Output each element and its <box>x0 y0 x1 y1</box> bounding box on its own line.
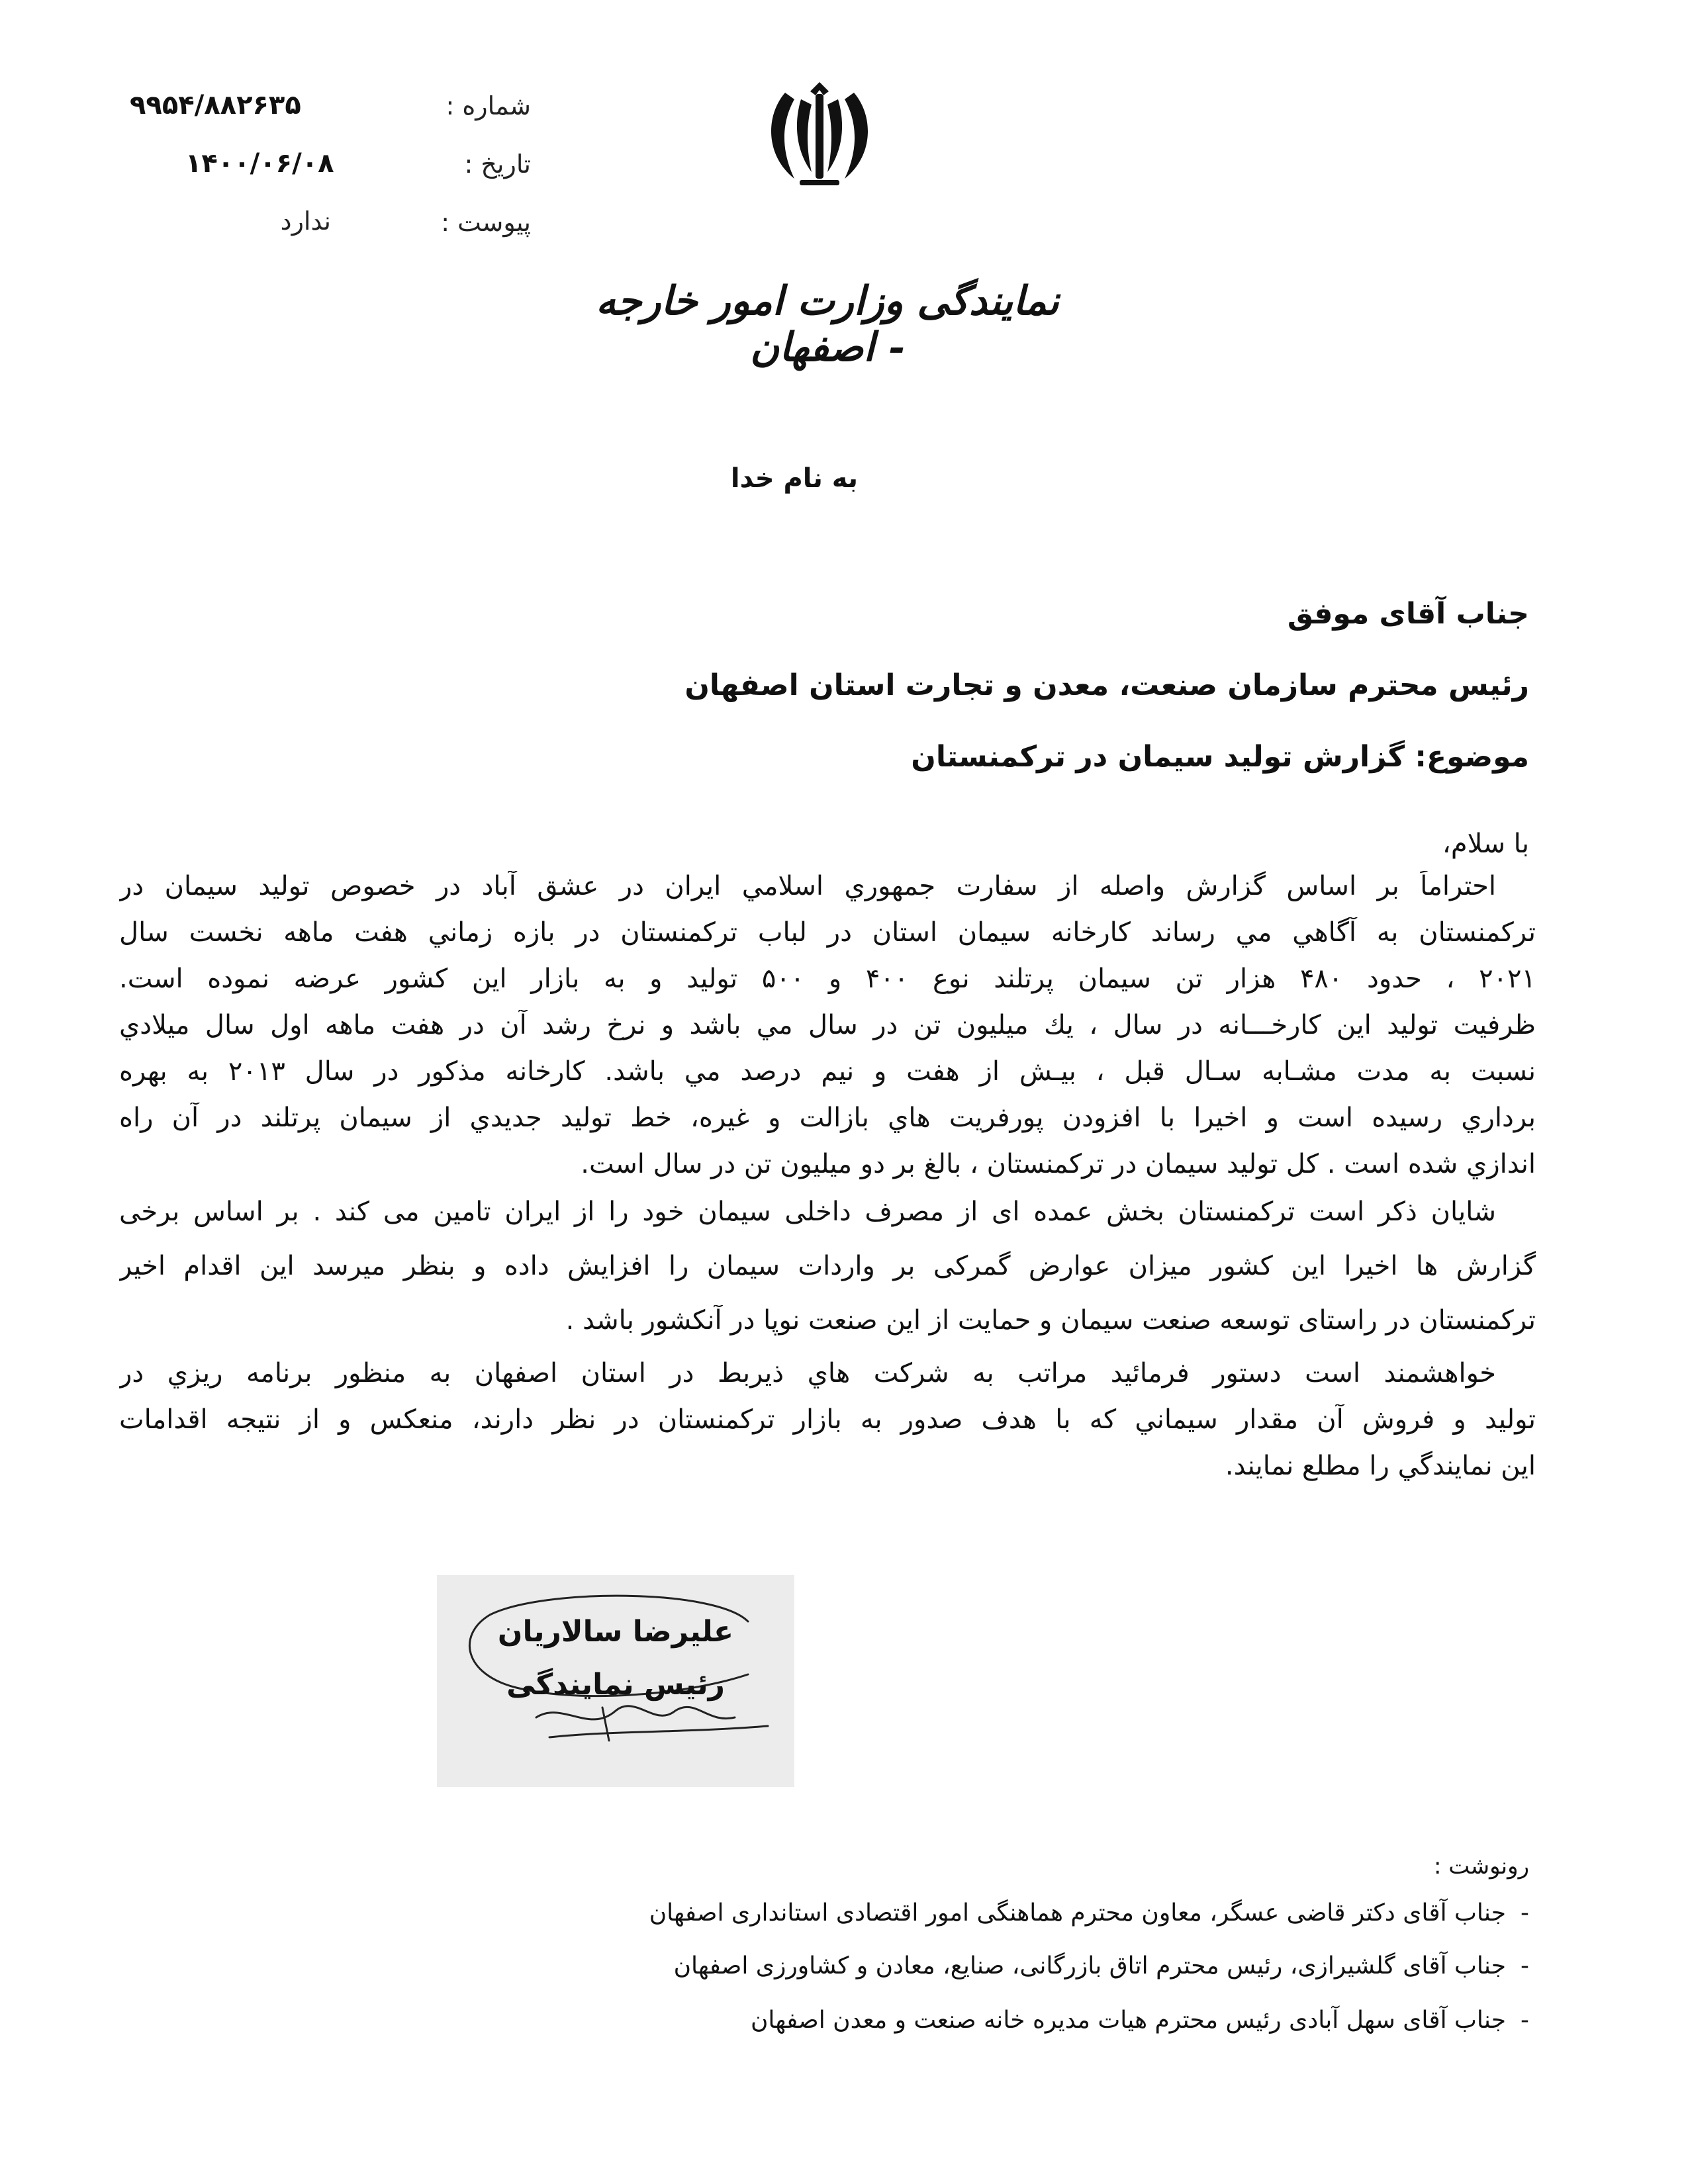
attachment-label: پیوست : <box>441 208 531 237</box>
signature-block <box>437 1575 794 1787</box>
signer-name: علیرضا سالاریان <box>497 1615 734 1649</box>
date-label: تاریخ : <box>464 150 531 179</box>
body-line: خواهشمند است دستور فرمائيد مراتب به شركت هاي ذيربط در استان اصفهان به منظور برنامه ريزي در <box>119 1358 1496 1388</box>
attachment-value: ندارد <box>280 206 331 236</box>
organization-title: نمایندگی وزارت امور خارجه - اصفهان <box>596 278 1059 371</box>
cc-item <box>751 2007 1529 2034</box>
cc-item <box>674 1952 1529 1979</box>
cc-item-text: جناب آقای سهل آبادی رئیس محترم هیات مدیره خانه صنعت و معدن اصفهان <box>750 2007 1506 2034</box>
body-line: اندازي شده است . كل توليد سيمان در تركمنستان ، بالغ بر دو ميليون تن در سال است. <box>581 1149 1536 1179</box>
number-value: ۹۹۵۴/۸۸۲۶۳۵ <box>130 90 301 120</box>
body-line: اين نمايندگي را مطلع نمايند. <box>1225 1451 1536 1481</box>
list-dash-icon: - <box>1521 2007 1529 2034</box>
signer-title: رئیس نمایندگی <box>506 1668 725 1702</box>
greeting: با سلام، <box>1442 829 1529 859</box>
letter-subject: موضوع: گزارش تولید سیمان در ترکمنستان <box>911 740 1529 774</box>
cc-item <box>649 1899 1529 1927</box>
body-line: شایان ذکر است ترکمنستان بخش عمده ای از مصرف داخلی سیمان خود را از ایران تامین می کند . بر اساس برخی <box>119 1197 1496 1227</box>
number-label: شماره : <box>445 91 531 120</box>
body-line: احتراماً بر اساس گزارش واصله از سفارت جمهوري اسلامي ايران در عشق آباد در خصوص توليد سيمان در <box>119 871 1496 901</box>
list-dash-icon: - <box>1521 1899 1529 1927</box>
date-value: ۱۴۰۰/۰۶/۰۸ <box>185 148 334 179</box>
cc-item-text: جناب آقای گلشیرازی، رئیس محترم اتاق بازرگانی، صنایع، معادن و کشاورزی اصفهان <box>673 1952 1506 1979</box>
cc-label: رونوشت : <box>1433 1853 1529 1880</box>
body-line: ترکمنستان در راستای توسعه صنعت سیمان و حمایت از این صنعت نوپا در آنکشور باشد . <box>565 1305 1536 1336</box>
body-line: نسبت به مدت مشـابه سـال قبل ، بيـش از هفت و نيم درصد مي باشد. كارخانه مذكور در سال ۲۰۱۳ به بهره <box>119 1056 1536 1087</box>
recipient-name: جناب آقای موفق <box>1287 597 1529 631</box>
recipient-position: رئیس محترم سازمان صنعت، معدن و تجارت استان اصفهان <box>684 668 1529 702</box>
body-line: توليد و فروش آن مقدار سيماني كه با هدف صدور به بازار تركمنستان در نظر دارند، منعكس و از نتيجه اقدامات <box>119 1404 1536 1435</box>
body-line: گزارش ها اخیرا این کشور میزان عوارض گمرکی بر واردات سیمان را افزایش داده و بنظر میرسد این اقدام اخیر <box>119 1251 1536 1281</box>
basmala: به نام خدا <box>730 463 859 494</box>
list-dash-icon: - <box>1521 1952 1529 1979</box>
cc-item-text: جناب آقای دکتر قاضی عسگر، معاون محترم هماهنگی امور اقتصادی استانداری اصفهان <box>649 1899 1506 1927</box>
body-line: برداري رسيده است و اخيرا با افزودن پورفريت هاي بازالت و غيره، خط توليد جديدي از سيمان پرتلند در آن راه <box>119 1103 1536 1133</box>
iran-emblem-icon <box>760 79 879 192</box>
body-line: ۲۰۲۱ ، حدود ۴۸۰ هزار تن سيمان پرتلند نوع ۴۰۰ و ۵۰۰ توليد و به بازار اين كشور عرضه نموده است. <box>119 964 1536 994</box>
body-line: تركمنستان به آگاهي مي رساند كارخانه سيمان استان در لباب تركمنستان در بازه زماني هفت ماهه نخست سال <box>119 917 1536 948</box>
body-line: ظرفيت توليد اين كارخـــانه در سال ، يك ميليون تن در سال مي باشد و نرخ رشد آن در هفت ماهه اول سال ميلادي <box>119 1010 1536 1040</box>
